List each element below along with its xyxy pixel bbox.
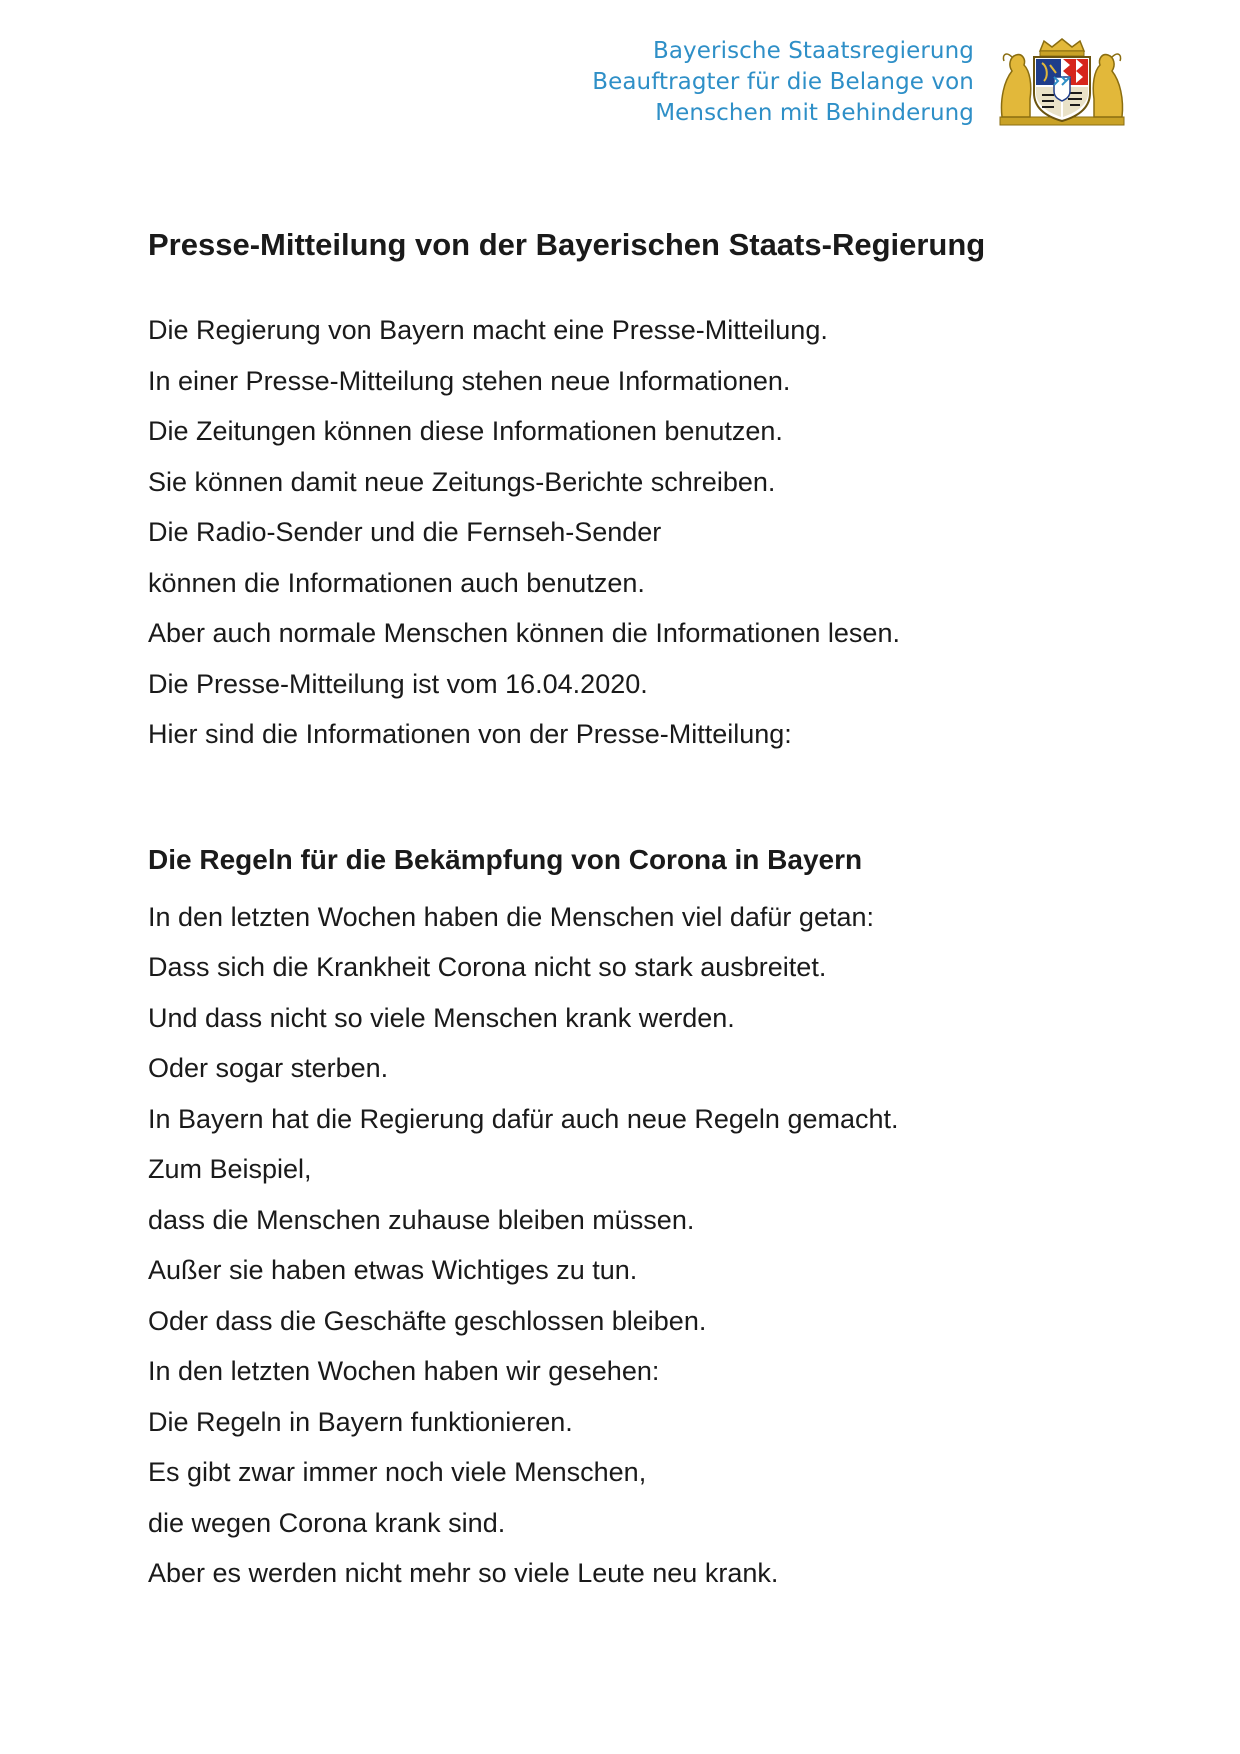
text-line: Aber auch normale Menschen können die Informationen lesen.: [148, 618, 900, 648]
text-line: Zum Beispiel,: [148, 1154, 312, 1184]
text-line: dass die Menschen zuhause bleiben müssen.: [148, 1204, 695, 1235]
ministry-line: Beauftragter für die Belange von: [592, 69, 974, 95]
text-line: Die Presse-Mitteilung ist vom 16.04.2020.: [148, 668, 648, 699]
text-line: Sie können damit neue Zeitungs-Berichte schreiben.: [148, 466, 776, 497]
text-line: Aber es werden nicht mehr so viele Leute neu krank.: [148, 1558, 779, 1588]
bavarian-coat-of-arms-icon: [992, 37, 1132, 129]
text-line: Es gibt zwar immer noch viele Menschen,: [148, 1457, 647, 1487]
text-line: In einer Presse-Mitteilung stehen neue Informationen.: [148, 365, 791, 396]
text-line: Oder dass die Geschäfte geschlossen bleiben.: [148, 1305, 707, 1336]
text-line: Dass sich die Krankheit Corona nicht so stark ausbreitet.: [148, 952, 827, 982]
text-line: können die Informationen auch benutzen.: [148, 567, 645, 598]
text-line: Oder sogar sterben.: [148, 1053, 389, 1083]
page-title: Presse-Mitteilung von der Bayerischen Staats-Regierung: [148, 227, 986, 262]
ministry-line: Menschen mit Behinderung: [655, 100, 974, 126]
text-line: In den letzten Wochen haben wir gesehen:: [148, 1356, 660, 1386]
text-line: Die Radio-Sender und die Fernseh-Sender: [148, 517, 662, 547]
text-line: die wegen Corona krank sind.: [148, 1507, 506, 1538]
text-line: Außer sie haben etwas Wichtiges zu tun.: [148, 1255, 638, 1285]
header: [592, 36, 1132, 129]
intro-paragraph: [148, 305, 1108, 760]
text-line: Die Regeln in Bayern funktionieren.: [148, 1406, 573, 1437]
text-line: Die Regierung von Bayern macht eine Presse-Mitteilung.: [148, 315, 828, 345]
ministry-name: [592, 36, 974, 129]
text-line: Und dass nicht so viele Menschen krank werden.: [148, 1002, 735, 1033]
text-line: In den letzten Wochen haben die Menschen viel dafür getan:: [148, 901, 874, 932]
text-line: Die Zeitungen können diese Informationen benutzen.: [148, 416, 783, 446]
section-title: Die Regeln für die Bekämpfung von Corona in Bayern: [148, 843, 863, 875]
text-line: In Bayern hat die Regierung dafür auch neue Regeln gemacht.: [148, 1103, 899, 1134]
text-line: Hier sind die Informationen von der Presse-Mitteilung:: [148, 719, 792, 749]
section-paragraph: [148, 892, 1108, 1599]
press-release: [148, 225, 1108, 1599]
ministry-line: Bayerische Staatsregierung: [652, 38, 974, 64]
